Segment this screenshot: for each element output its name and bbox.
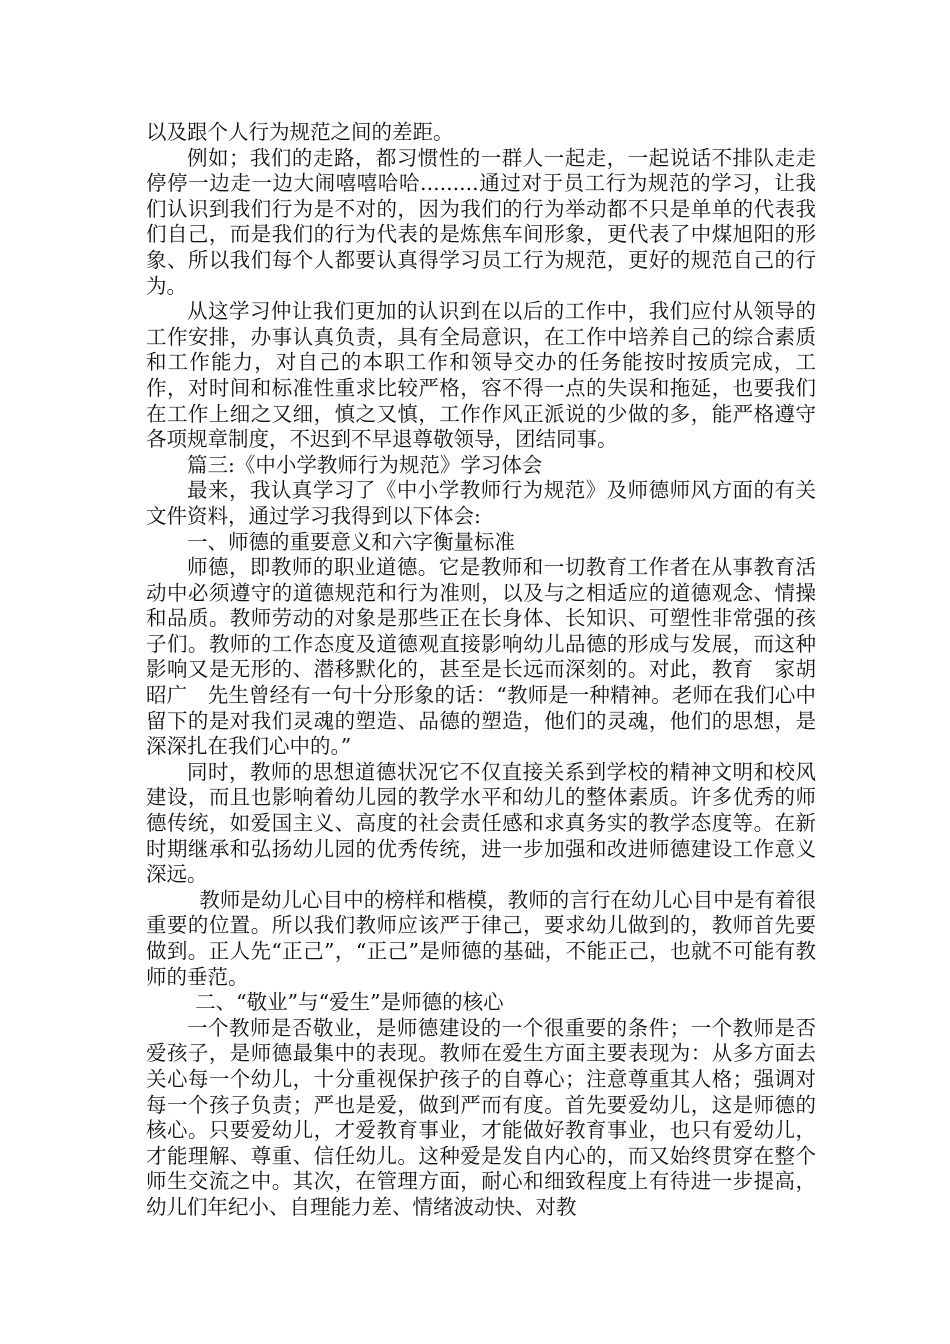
- paragraph-5: 师德，即教师的职业道德。它是教师和一切教育工作者在从事教育活动中必须遵守的道德规范和行为准则，以及与之相适应的道德观念、情操和品质。教师劳动的对象是那些正在长身体、长知识、可塑性非常强的孩子们。教师的工作态度及道德观直接影响幼儿品德的形成与发展，而这种影响又是无形的、潜移默化的，甚至是长远而深刻的。对此，教育 家胡昭广 先生曾经有一句十分形象的话：“教师是一种精神。老师在我们心中留下的是对我们灵魂的塑造、品德的塑造，他们的灵魂，他们的思想，是深深扎在我们心中的。”: [146, 555, 816, 759]
- paragraph-3: 从这学习仲让我们更加的认识到在以后的工作中，我们应付从领导的工作安排，办事认真负责，具有全局意识，在工作中培养自己的综合素质和工作能力，对自己的本职工作和领导交办的任务能按时按质完成，工作，对时间和标准性重求比较严格，容不得一点的失误和拖延，也要我们在工作上细之又细，慎之又慎，工作作风正派说的少做的多，能严格遵守各项规章制度，不迟到不早退尊敬领导，团结同事。: [146, 299, 816, 452]
- paragraph-6: 同时，教师的思想道德状况它不仅直接关系到学校的精神文明和校风建设，而且也影响着幼儿园的教学水平和幼儿的整体素质。许多优秀的师德传统，如爱国主义、高度的社会责任感和求真务实的教学态度等。在新时期继承和弘扬幼儿园的优秀传统，进一步加强和改进师德建设工作意义深远。: [146, 759, 816, 887]
- section-heading-3: 篇三:《中小学教师行为规范》学习体会: [187, 452, 543, 477]
- subheading-2: 二、“敬业”与“爱生”是师德的核心: [195, 990, 504, 1015]
- paragraph-1: 以及跟个人行为规范之间的差距。: [146, 120, 454, 144]
- paragraph-2: 例如；我们的走路，都习惯性的一群人一起走，一起说话不排队走走停停一边走一边大闹嘻嘻哈哈.........通过对于员工行为规范的学习，让我们认识到我们行为是不对的，因为我们的行为举动都不只是单单的代表我们自己，而是我们的行为代表的是炼焦车间形象，更代表了中煤旭阳的形象、所以我们每个人都要认真得学习员工行为规范，更好的规范自己的行为。: [146, 145, 816, 298]
- paragraph-7: 教师是幼儿心目中的榜样和楷模，教师的言行在幼儿心目中是有着很重要的位置。所以我们教师应该严于律己，要求幼儿做到的，教师首先要做到。正人先“正己”，“正己”是师德的基础，不能正己，也就不可能有教师的垂范。: [146, 887, 816, 989]
- paragraph-8: 一个教师是否敬业，是师德建设的一个很重要的条件；一个教师是否爱孩子，是师德最集中的表现。教师在爱生方面主要表现为：从多方面去关心每一个幼儿，十分重视保护孩子的自尊心；注意尊重其人格；强调对每一个孩子负责；严也是爱，做到严而有度。首先要爱幼儿，这是师德的核心。只要爱幼儿，才爱教育事业，才能做好教育事业，也只有爱幼儿，才能理解、尊重、信任幼儿。这种爱是发自内心的，而又始终贯穿在整个师生交流之中。其次，在管理方面，耐心和细致程度上有待进一步提高，幼儿们年纪小、自理能力差、情绪波动快、对教: [146, 1015, 816, 1219]
- document-body: [146, 120, 816, 1221]
- paragraph-4: 最来，我认真学习了《中小学教师行为规范》及师德师风方面的有关文件资料，通过学习我得到以下体会:: [146, 478, 816, 528]
- subheading-1: 一、师德的重要意义和六字衡量标准: [187, 529, 515, 554]
